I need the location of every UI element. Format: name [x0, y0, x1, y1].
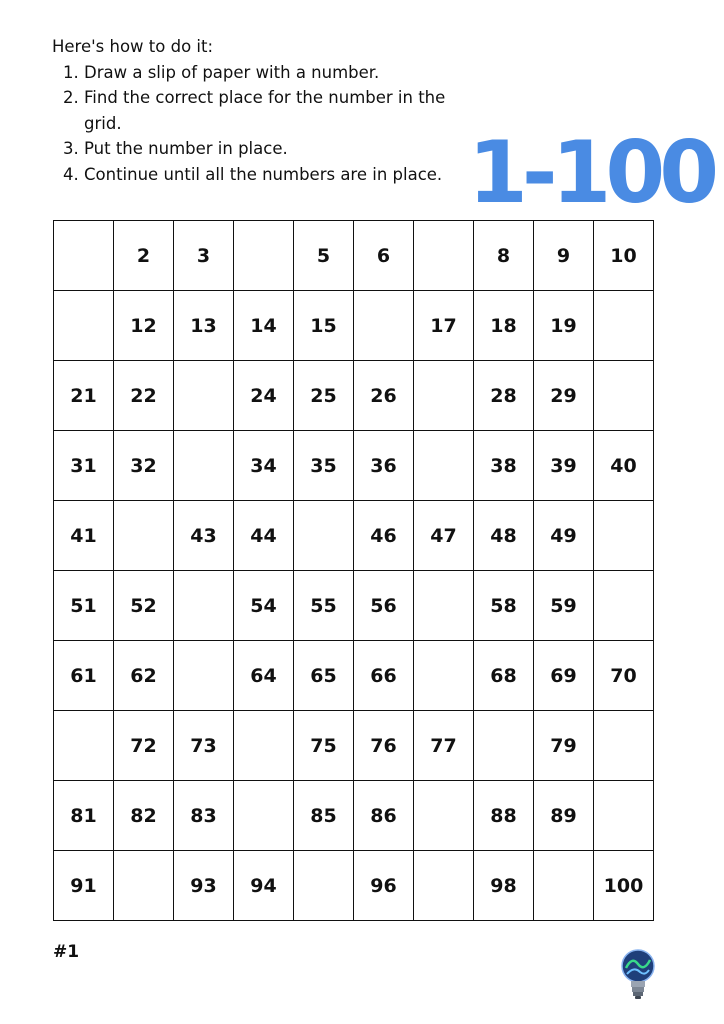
grid-cell: 24 [234, 361, 294, 431]
grid-cell: 2 [114, 221, 174, 291]
grid-cell: 21 [54, 361, 114, 431]
grid-cell [294, 851, 354, 921]
grid-row [54, 221, 654, 291]
instruction-step: 3. Put the number in place. [84, 136, 472, 162]
grid-cell: 36 [354, 431, 414, 501]
grid-cell: 83 [174, 781, 234, 851]
grid-cell: 6 [354, 221, 414, 291]
grid-row [54, 851, 654, 921]
grid-cell: 35 [294, 431, 354, 501]
grid-cell [54, 221, 114, 291]
grid-cell: 66 [354, 641, 414, 711]
number-grid [53, 220, 654, 921]
grid-cell [174, 641, 234, 711]
grid-cell: 8 [474, 221, 534, 291]
grid-cell: 34 [234, 431, 294, 501]
grid-cell [594, 501, 654, 571]
grid-cell [54, 291, 114, 361]
grid-cell: 28 [474, 361, 534, 431]
grid-cell: 62 [114, 641, 174, 711]
grid-cell: 51 [54, 571, 114, 641]
grid-cell: 13 [174, 291, 234, 361]
grid-cell: 81 [54, 781, 114, 851]
grid-cell: 70 [594, 641, 654, 711]
grid-cell [414, 781, 474, 851]
lightbulb-logo-icon [618, 948, 658, 1004]
grid-cell: 14 [234, 291, 294, 361]
grid-cell [174, 431, 234, 501]
grid-cell [594, 361, 654, 431]
grid-cell: 29 [534, 361, 594, 431]
grid-cell: 79 [534, 711, 594, 781]
grid-cell [414, 641, 474, 711]
grid-cell: 89 [534, 781, 594, 851]
grid-cell: 56 [354, 571, 414, 641]
grid-cell: 73 [174, 711, 234, 781]
grid-cell: 96 [354, 851, 414, 921]
grid-cell: 54 [234, 571, 294, 641]
instruction-step: 1. Draw a slip of paper with a number. [84, 60, 472, 86]
grid-cell: 19 [534, 291, 594, 361]
grid-cell: 93 [174, 851, 234, 921]
grid-cell: 26 [354, 361, 414, 431]
grid-cell [174, 571, 234, 641]
grid-cell: 41 [54, 501, 114, 571]
grid-cell [414, 361, 474, 431]
grid-cell: 65 [294, 641, 354, 711]
grid-row [54, 361, 654, 431]
grid-cell: 44 [234, 501, 294, 571]
grid-cell [594, 571, 654, 641]
grid-cell: 64 [234, 641, 294, 711]
instructions-intro: Here's how to do it: [52, 37, 214, 56]
grid-row [54, 571, 654, 641]
grid-cell: 75 [294, 711, 354, 781]
grid-cell: 69 [534, 641, 594, 711]
grid-cell [234, 711, 294, 781]
grid-cell [414, 571, 474, 641]
grid-cell: 46 [354, 501, 414, 571]
instruction-step: 2. Find the correct place for the number in the grid. [84, 85, 472, 136]
grid-cell: 25 [294, 361, 354, 431]
grid-cell [114, 851, 174, 921]
grid-cell: 88 [474, 781, 534, 851]
grid-cell [114, 501, 174, 571]
grid-cell: 31 [54, 431, 114, 501]
grid-cell: 61 [54, 641, 114, 711]
grid-cell: 98 [474, 851, 534, 921]
grid-row [54, 291, 654, 361]
grid-cell: 17 [414, 291, 474, 361]
grid-cell: 68 [474, 641, 534, 711]
grid-cell: 18 [474, 291, 534, 361]
grid-cell: 91 [54, 851, 114, 921]
grid-cell: 32 [114, 431, 174, 501]
grid-cell [534, 851, 594, 921]
grid-cell: 58 [474, 571, 534, 641]
grid-cell: 3 [174, 221, 234, 291]
grid-cell [174, 361, 234, 431]
grid-cell [54, 711, 114, 781]
grid-cell [594, 711, 654, 781]
grid-cell: 49 [534, 501, 594, 571]
grid-cell: 5 [294, 221, 354, 291]
grid-cell: 82 [114, 781, 174, 851]
grid-cell: 77 [414, 711, 474, 781]
grid-cell [234, 781, 294, 851]
grid-cell: 52 [114, 571, 174, 641]
grid-cell [354, 291, 414, 361]
instruction-step: 4. Continue until all the numbers are in place. [84, 162, 472, 188]
grid-cell: 12 [114, 291, 174, 361]
grid-cell: 100 [594, 851, 654, 921]
grid-row [54, 711, 654, 781]
instructions [52, 34, 472, 187]
grid-cell: 38 [474, 431, 534, 501]
page-number: #1 [53, 942, 80, 962]
grid-cell [414, 221, 474, 291]
grid-cell: 86 [354, 781, 414, 851]
grid-cell: 9 [534, 221, 594, 291]
instructions-steps [52, 60, 472, 188]
grid-cell [594, 781, 654, 851]
grid-cell: 85 [294, 781, 354, 851]
page-title: 1-100 [468, 123, 714, 223]
grid-cell: 94 [234, 851, 294, 921]
grid-cell [234, 221, 294, 291]
grid-row [54, 431, 654, 501]
grid-cell: 72 [114, 711, 174, 781]
grid-row [54, 501, 654, 571]
grid-cell: 43 [174, 501, 234, 571]
grid-cell: 55 [294, 571, 354, 641]
grid-cell [294, 501, 354, 571]
grid-cell [414, 851, 474, 921]
grid-cell: 47 [414, 501, 474, 571]
grid-cell: 40 [594, 431, 654, 501]
grid-row [54, 641, 654, 711]
grid-cell: 59 [534, 571, 594, 641]
grid-cell [414, 431, 474, 501]
grid-cell: 39 [534, 431, 594, 501]
grid-cell: 15 [294, 291, 354, 361]
grid-cell: 10 [594, 221, 654, 291]
grid-row [54, 781, 654, 851]
grid-cell: 22 [114, 361, 174, 431]
grid-cell [594, 291, 654, 361]
grid-cell: 76 [354, 711, 414, 781]
grid-cell: 48 [474, 501, 534, 571]
grid-cell [474, 711, 534, 781]
